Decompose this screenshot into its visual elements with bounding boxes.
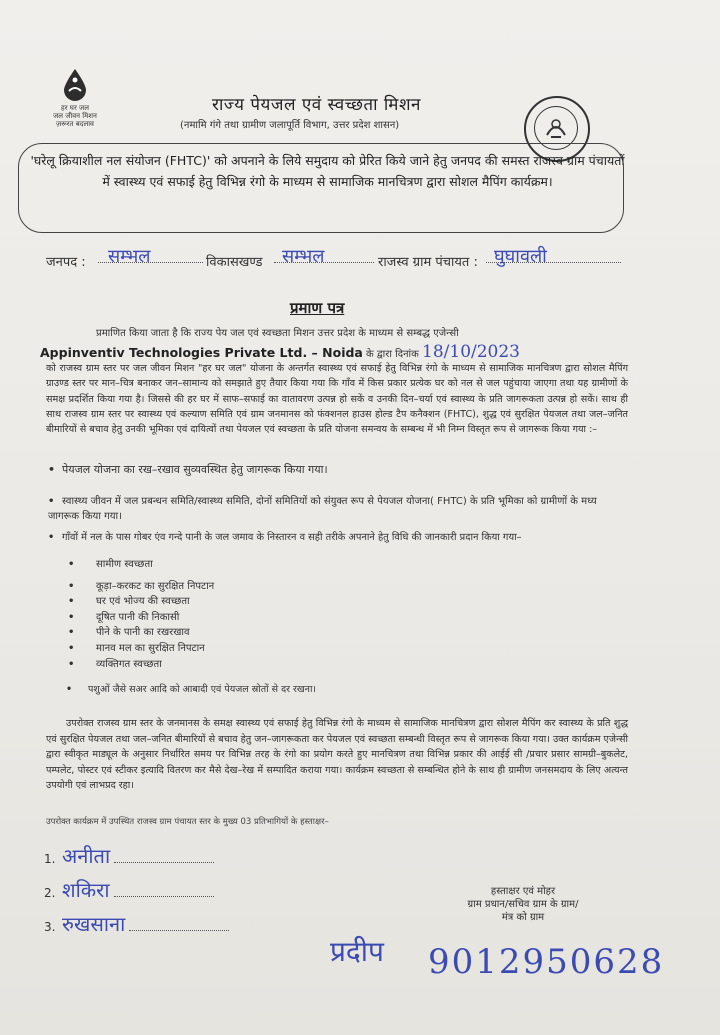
district-label: जनपद : [46, 255, 86, 270]
signatory-name: अनीता [62, 844, 111, 868]
block-value: सम्भल [282, 246, 325, 267]
signatory-name: रुखसाना [62, 912, 126, 936]
bullet-item: • गाँवों में नल के पास गोबर एंव गन्दे पानी के जल जमाव के निस्तारन व सही तरीके अपनाने हेतु विधि की जानकारी प्रदान किया गया– [48, 532, 522, 543]
panchayat-value: घुघावली [494, 246, 547, 267]
signatory-name: शकिरा [62, 878, 110, 902]
list-item: • व्यक्तिगत स्वच्छता [68, 658, 162, 670]
stamp-line-3: मंत्र को ग्राम [501, 912, 545, 923]
logo-text-1: हर घर जल [61, 104, 89, 112]
company-line [40, 342, 630, 362]
water-drop-icon [62, 68, 88, 102]
handwritten-signature: प्रदीप [330, 935, 384, 968]
certificate-title: प्रमाण पत्र [290, 299, 345, 317]
stamp-line-1: हस्ताक्षर एवं मोहर [490, 886, 556, 897]
agency-name: Appinventiv Technologies Private Ltd. – Noida [40, 345, 363, 360]
logo-text-3: ज़रूरत बदलाव [56, 120, 94, 128]
list-item: • मानव मल का सुरक्षित निपटान [68, 642, 205, 654]
program-banner-text: 'घरेलू क्रियाशील नल संयोजन (FHTC)' को अपनाने के लिये समुदाय को प्रेरित किये जाने हेतु जनपद की समस्त राजस्व ग्राम पंचायतों में स्वास्थ्य एवं सफाई हेतु विभिन्न रंगो के माध्यम से सामाजिक मानचित्रण द्वारा सोशल मैपिंग कार्यक्रम। [30, 153, 625, 189]
list-item: • कूड़ा–करकट का सुरक्षित निपटान [68, 580, 215, 592]
district-value: सम्भल [108, 246, 151, 267]
mission-title: राज्य पेयजल एवं स्वच्छता मिशन [212, 95, 421, 115]
list-item: • घर एवं भोज्य की स्वच्छता [68, 596, 190, 608]
hygiene-topics-list [68, 556, 368, 671]
logo-text-2: जल जीवन मिशन [53, 112, 97, 120]
bullet-text: पेयजल योजना का रख–रखाव सुव्यवस्थित हेतु जागरूक किया गया। [62, 463, 328, 476]
mission-subtitle: (नमामि गंगे तथा ग्रामीण जलापूर्ति विभाग, उत्तर प्रदेश शासन) [180, 120, 400, 131]
signatory-row: 3. रुखसाना [44, 910, 229, 937]
bullet-text: स्वास्थ्य जीवन में जल प्रबन्धन समिति/स्वास्थ्य समिति, दोनों समितियों को संयुक्त रूप से पेयजल योजना( FHTC) के प्रति भूमिका को ग्रामीणों के मध्य जागरूक किया गया। [48, 496, 597, 522]
handwritten-phone-number: 9012950628 [428, 942, 665, 982]
intro-paragraph-start: प्रमाणित किया जाता है कि राज्य पेय जल एवं स्वच्छता मिशन उत्तर प्रदेश के माध्यम से सम्बद्ध एजेन्सी [96, 328, 459, 339]
intro-paragraph-body: को राजस्व ग्राम स्तर पर जल जीवन मिशन "हर घर जल" योजना के अन्तर्गत स्वास्थ्य एवं सफाई हेतु विभिन्न रंगो के माध्यम से सामाजिक मानचित्रण द्वारा सोशल मैपिंग ग्राउण्ड स्तर पर मान–चित्र बनाकर जन–सामान्य को समझाते हुए तैयार किया गया कि गाँव में किस प्रकार प्रत्येक घर को नल से जल पहुंचाया जाएगा तथा यह ग्रामीणों के समक्ष प्रदर्शित किया गया है। जिससे की हर घर में साफ–सफाई का वातावरण उत्पन्न हो सकें व उनकी दिन–चर्या एवं स्वास्थ्य के प्रति जागरूकता उत्पन्न हो सकें। साथ ही साथ राजस्व ग्राम स्तर पर स्वास्थ्य एवं कल्याण समिति एवं ग्राम जनमानस को फंक्शनल हाउस होल्ड टैप कनैक्शन (FHTC), शुद्ध एवं सुरक्षित पेयजल तथा जल–जनित बीमारियों से बचाव हेतु उनकी भूमिका एवं दायित्वों तथा पेयजल एवं स्वच्छता के प्रति योजना समन्वय के सम्बन्ध में भी निम्न विस्तृत रूप से जागरूक किया गया :– [46, 363, 628, 436]
list-item: • दूषित पानी की निकासी [68, 611, 180, 623]
bullet-item: • पेयजल योजना का रख–रखाव सुव्यवस्थित हेतु जागरूक किया गया। [48, 463, 328, 476]
signatories-intro: उपरोक्त कार्यक्रम में उपस्थित राजस्व ग्राम पंचायत स्तर के मुख्य 03 प्रतिभागियों के हस्ताक्षर– [46, 817, 329, 827]
block-label: विकासखण्ड [206, 255, 263, 270]
list-item: • सामीण स्वच्छता [68, 559, 153, 570]
signatory-row: 1. अनीता [44, 842, 214, 869]
stamp-line-2: ग्राम प्रधान/सचिव ग्राम के ग्राम/ [467, 899, 579, 910]
bullet-text: गाँवों में नल के पास गोबर एंव गन्दे पानी के जल जमाव के निस्तारन व सही तरीके अपनाने हेतु विधि की जानकारी प्रदान किया गया– [62, 532, 522, 543]
har-ghar-jal-logo [50, 68, 100, 128]
signatory-row: 2. शकिरा [44, 876, 214, 903]
closing-paragraph: उपरोक्त राजस्व ग्राम स्तर के जनमानस के समक्ष स्वास्थ्य एवं सफाई हेतु विभिन्न रंगो के माध्यम से सामाजिक मानचित्रण द्वारा सोशल मैपिंग कर स्वास्थ्य के प्रति शुद्ध एवं सुरक्षित पेयजल तथा जल–जनित बीमारियों से बचाव हेतु जन–जागरूकता कर पेयजल एवं स्वच्छता सम्बन्धी विस्तृत रूप से जागरूक किया गया। उक्त कार्यक्रम एजेन्सी द्वारा स्वीकृत माड्यूल के अनुसार निर्धारित समय पर विभिन्न तरह के रंगो का प्रयोग करते हुए मानचित्रण तथा विभिन्न प्रकार की आईई सी /प्रचार प्रसार सामग्री–बुकलेट, पम्पलेट, पोस्टर एवं स्टीकर इत्यादि वितरण कर मैसे देख–रेख में सम्पादित कराया गया। कार्यक्रम स्वच्छता से सम्बन्धित होने के साथ ही ग्रामीण जनसमदाय के लिए अत्यन्त उपयोगी एवं लाभप्रद रहा। [46, 718, 629, 792]
panchayat-label: राजस्व ग्राम पंचायत : [378, 255, 478, 270]
program-date: 18/10/2023 [422, 342, 520, 362]
bullet-text: पशुओं जैसे सअर आदि को आबादी एवं पेयजल स्रोतों से दर रखना। [88, 684, 317, 695]
bullet-item: • स्वास्थ्य जीवन में जल प्रबन्धन समिति/स्वास्थ्य समिति, दोनों समितियों को संयुक्त रूप से पेयजल योजना( FHTC) के प्रति भूमिका को ग्रामीणों के मध्य जागरूक किया गया। [48, 496, 597, 522]
location-fields [46, 248, 626, 278]
bullet-item: • पशुओं जैसे सअर आदि को आबादी एवं पेयजल स्रोतों से दर रखना। [66, 684, 317, 695]
by-date-label: के द्वारा दिनांक [366, 349, 419, 360]
list-item: • पीने के पानी का रखरखाव [68, 627, 190, 639]
stamp-signature-block [438, 885, 608, 924]
